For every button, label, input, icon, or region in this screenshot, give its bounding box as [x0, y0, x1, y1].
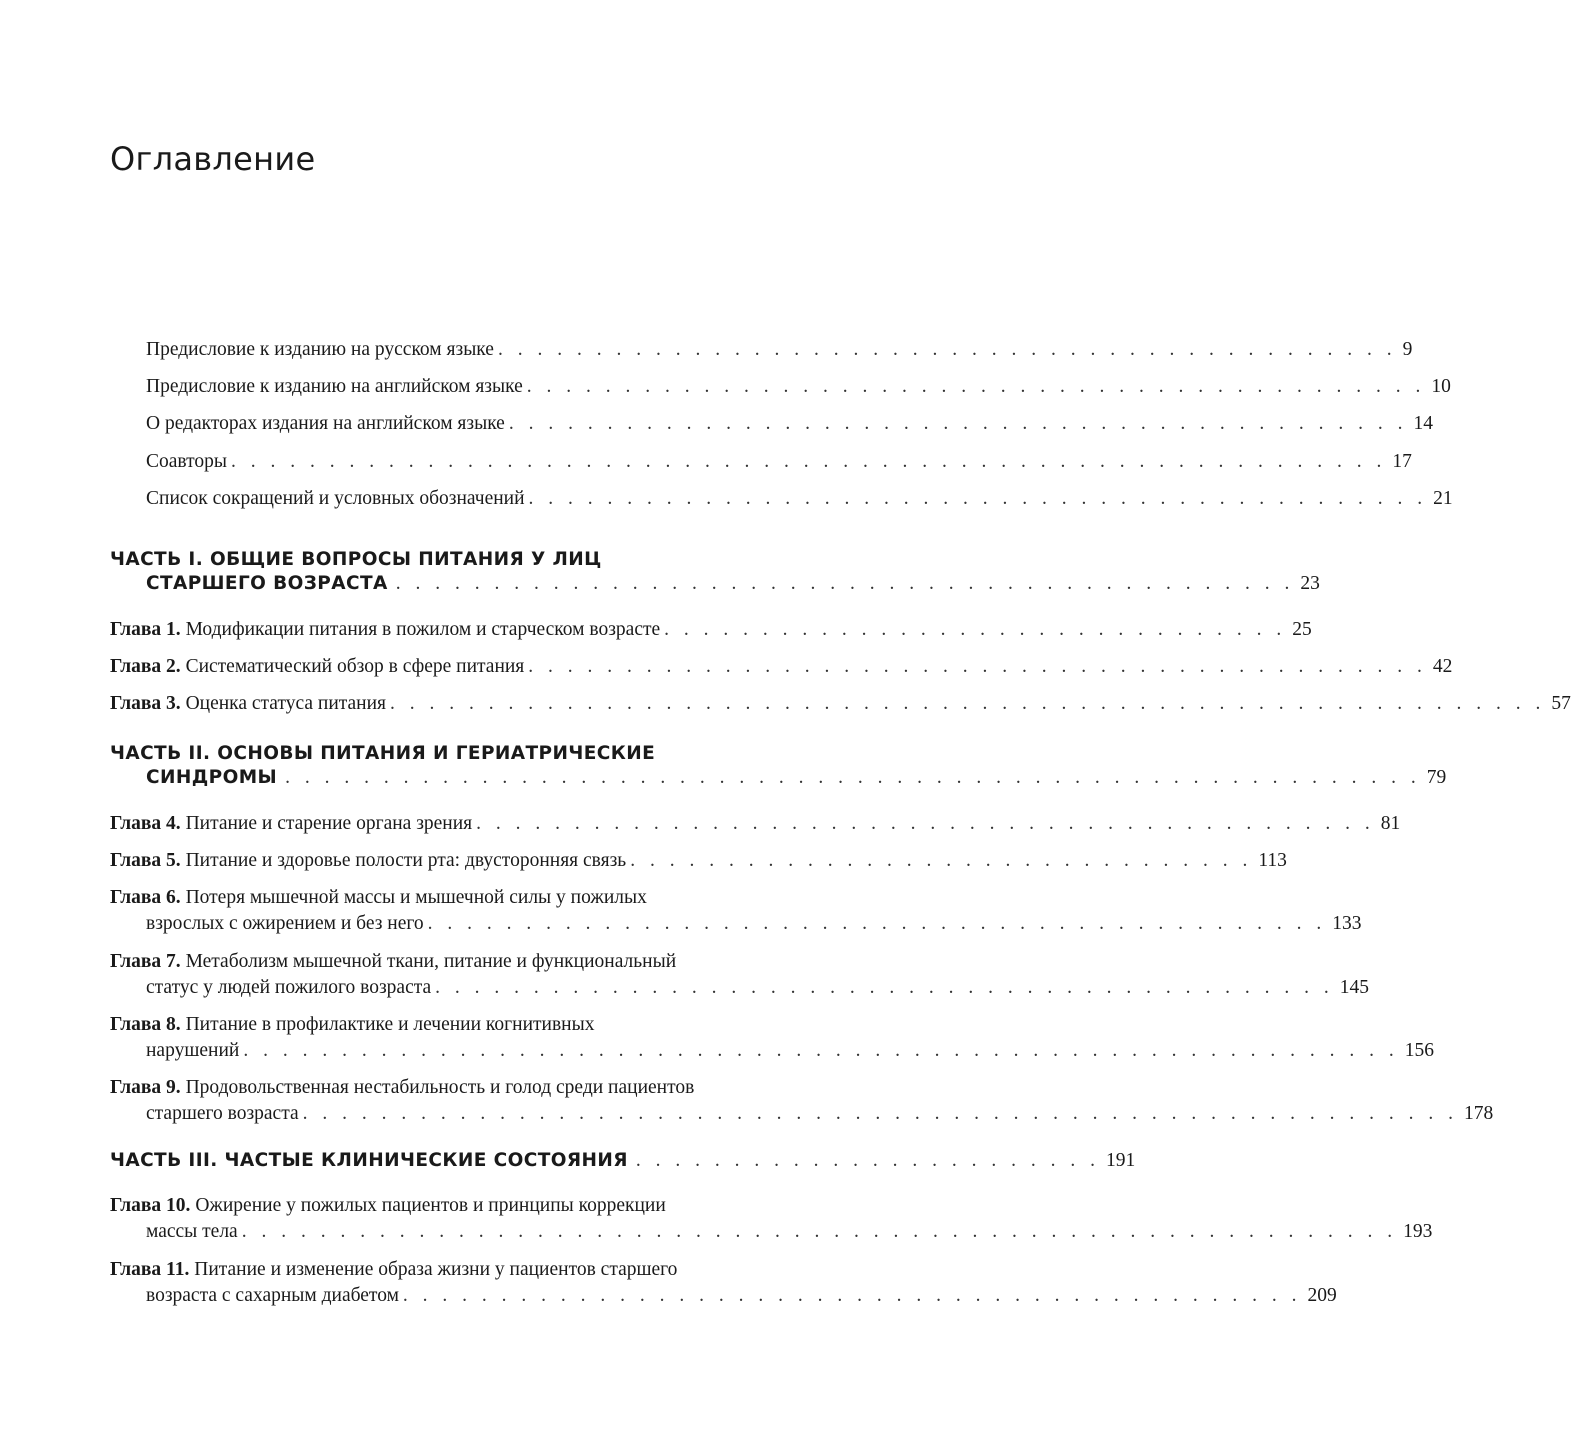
part-title-cont: СИНДРОМЫ: [146, 767, 278, 788]
toc-entry-chapter-4[interactable]: [110, 811, 1401, 837]
entry-page: 17: [1392, 451, 1412, 472]
entry-title: Оценка статуса питания: [185, 693, 387, 714]
part-title: ЧАСТЬ III. ЧАСТЫЕ КЛИНИЧЕСКИЕ СОСТОЯНИЯ: [110, 1150, 628, 1171]
entry-title: Питание в профилактике и лечении когнитивных: [185, 1014, 595, 1035]
entry-page: 25: [1292, 619, 1312, 640]
chapter-label: Глава 11.: [110, 1259, 190, 1280]
entry-page: 209: [1307, 1285, 1337, 1306]
entry-page: 193: [1403, 1221, 1433, 1242]
entry-title-cont: взрослых с ожирением и без него: [146, 913, 424, 934]
entry-title: Метаболизм мышечной ткани, питание и функциональный: [185, 951, 677, 972]
toc-entry-chapter-10[interactable]: [146, 1219, 1433, 1245]
entry-title: Продовольственная нестабильность и голод среди пациентов: [185, 1077, 695, 1098]
page-title: Оглавление: [110, 140, 316, 178]
chapter-label: Глава 3.: [110, 693, 181, 714]
entry-title: О редакторах издания на английском языке: [146, 413, 505, 434]
part-title-cont: СТАРШЕГО ВОЗРАСТА: [146, 573, 388, 594]
entry-page: 178: [1464, 1103, 1494, 1124]
toc-entry-chapter-8-line1[interactable]: [110, 1012, 594, 1038]
toc-entry-editors[interactable]: [146, 411, 1433, 437]
dot-leader: . . . . . . . . . . . . . . . . . . . . . . . . . . . . . . . . . . . . . . . . . . . . . .: [528, 488, 1428, 509]
entry-page: 9: [1402, 339, 1413, 360]
dot-leader: . . . . . . . . . . . . . . . . . . . . . . . . . . . . . . . . . . . . . . . . . . . . . .: [526, 376, 1426, 397]
toc-entry-preface-ru[interactable]: [146, 337, 1413, 363]
toc-entry-chapter-3[interactable]: [110, 691, 1571, 717]
toc-entry-chapter-1[interactable]: [110, 617, 1312, 643]
dot-leader: . . . . . . . . . . . . . . . . . . . . . . . . . . . . . . . . . . . . . . . . . . . . . .: [528, 656, 1427, 677]
entry-page: 23: [1300, 573, 1320, 594]
entry-title: Питание и изменение образа жизни у пациентов старшего: [194, 1259, 678, 1280]
entry-title: Питание и здоровье полости рта: двусторонняя связь: [185, 850, 627, 871]
toc-entry-part-3[interactable]: [110, 1150, 1136, 1172]
entry-title: Потеря мышечной массы и мышечной силы у пожилых: [185, 887, 647, 908]
dot-leader: . . . . . . . . . . . . . . . . . . . . . . . . . . . . . . . . . . . . . . . . . . . . . . . . . . . . . . . . . . .: [243, 1040, 1399, 1061]
entry-title-cont: статус у людей пожилого возраста: [146, 977, 432, 998]
dot-leader: . . . . . . . . . . . . . . . . . . . . . . . .: [635, 1150, 1101, 1171]
toc-entry-chapter-6-line1[interactable]: [110, 885, 647, 911]
dot-leader: . . . . . . . . . . . . . . . . . . . . . . . . . . . . . . . . . . . . . . . . . . . . . .: [435, 977, 1334, 998]
toc-entry-chapter-9-line1[interactable]: [110, 1075, 694, 1101]
entry-title: Систематический обзор в сфере питания: [185, 656, 525, 677]
toc-entry-chapter-7[interactable]: [146, 975, 1370, 1001]
part-2-title[interactable]: ЧАСТЬ II. ОСНОВЫ ПИТАНИЯ И ГЕРИАТРИЧЕСКИЕ: [110, 743, 656, 764]
entry-title: Предисловие к изданию на русском языке: [146, 339, 494, 360]
entry-page: 79: [1426, 767, 1447, 788]
toc-entry-chapter-5[interactable]: [110, 848, 1287, 874]
chapter-label: Глава 6.: [110, 887, 181, 908]
entry-page: 10: [1431, 376, 1451, 397]
entry-page: 14: [1413, 413, 1433, 434]
toc-entry-chapter-9[interactable]: [146, 1101, 1494, 1127]
entry-title: Соавторы: [146, 451, 227, 472]
part-1-title[interactable]: ЧАСТЬ I. ОБЩИЕ ВОПРОСЫ ПИТАНИЯ У ЛИЦ: [110, 549, 602, 570]
toc-entry-chapter-11-line1[interactable]: [110, 1257, 677, 1283]
dot-leader: . . . . . . . . . . . . . . . . . . . . . . . . . . . . . . . . . . . . . . . . . . . . . .: [476, 813, 1375, 834]
toc-entry-chapter-7-line1[interactable]: [110, 949, 676, 975]
chapter-label: Глава 1.: [110, 619, 181, 640]
toc-entry-chapter-2[interactable]: [110, 654, 1453, 680]
chapter-label: Глава 7.: [110, 951, 181, 972]
entry-page: 191: [1106, 1150, 1136, 1171]
toc-entry-coauthors[interactable]: [146, 449, 1412, 475]
entry-title: Питание и старение органа зрения: [185, 813, 473, 834]
entry-title-cont: старшего возраста: [146, 1103, 299, 1124]
entry-page: 42: [1432, 656, 1453, 677]
toc-entry-abbreviations[interactable]: [146, 486, 1453, 512]
toc-entry-chapter-6[interactable]: [146, 911, 1362, 937]
toc-entry-part-2[interactable]: [146, 767, 1447, 789]
chapter-label: Глава 2.: [110, 656, 181, 677]
dot-leader: . . . . . . . . . . . . . . . . . . . . . . . . . . . . . . . .: [664, 619, 1287, 640]
entry-title: Список сокращений и условных обозначений: [146, 488, 525, 509]
dot-leader: . . . . . . . . . . . . . . . . . . . . . . . . . . . . . . . . . . . . . . . . . . . . . .: [402, 1285, 1302, 1306]
toc-entry-part-1[interactable]: [146, 573, 1320, 595]
entry-page: 133: [1332, 913, 1362, 934]
chapter-label: Глава 5.: [110, 850, 181, 871]
chapter-label: Глава 8.: [110, 1014, 181, 1035]
chapter-label: Глава 10.: [110, 1195, 191, 1216]
entry-title-cont: нарушений: [146, 1040, 240, 1061]
entry-page: 156: [1404, 1040, 1434, 1061]
toc-entry-chapter-11[interactable]: [146, 1283, 1337, 1309]
dot-leader: . . . . . . . . . . . . . . . . . . . . . . . . . . . . . . . . . . . . . . . . . . . . . .: [427, 913, 1327, 934]
toc-entry-chapter-8[interactable]: [146, 1038, 1434, 1064]
entry-title: Модификации питания в пожилом и старческом возрасте: [185, 619, 661, 640]
toc-entry-chapter-10-line1[interactable]: [110, 1193, 666, 1219]
entry-title-cont: массы тела: [146, 1221, 238, 1242]
entry-page: 81: [1380, 813, 1401, 834]
dot-leader: . . . . . . . . . . . . . . . . . . . . . . . . . . . . . . . . . . . . . . . . . . . . . . . . . . . . . . . . . . .: [302, 1103, 1459, 1124]
entry-title: Предисловие к изданию на английском языке: [146, 376, 523, 397]
chapter-label: Глава 4.: [110, 813, 181, 834]
entry-title-cont: возраста с сахарным диабетом: [146, 1285, 399, 1306]
dot-leader: . . . . . . . . . . . . . . . . . . . . . . . . . . . . . . . . . . . . . . . . . . . . . .: [508, 413, 1408, 434]
dot-leader: . . . . . . . . . . . . . . . . . . . . . . . . . . . . . . . . . . . . . . . . . . . . . . . . . . . . . . . . . . .: [241, 1221, 1398, 1242]
dot-leader: . . . . . . . . . . . . . . . . . . . . . . . . . . . . . . . . . . . . . . . . . . . . . . . . . . . . . . . . . .: [285, 767, 1421, 788]
dot-leader: . . . . . . . . . . . . . . . . . . . . . . . . . . . . . . . . . . . . . . . . . . . . . .: [497, 339, 1397, 360]
dot-leader: . . . . . . . . . . . . . . . . . . . . . . . . . . . . . . . . . . . . . . . . . . . . . .: [395, 573, 1295, 594]
dot-leader: . . . . . . . . . . . . . . . . . . . . . . . . . . . . . . . .: [630, 850, 1253, 871]
dot-leader: . . . . . . . . . . . . . . . . . . . . . . . . . . . . . . . . . . . . . . . . . . . . . . . . . . . . . . . . . . .: [390, 693, 1546, 714]
chapter-label: Глава 9.: [110, 1077, 181, 1098]
entry-title: Ожирение у пожилых пациентов и принципы коррекции: [195, 1195, 666, 1216]
entry-page: 145: [1339, 977, 1370, 998]
entry-page: 113: [1258, 850, 1287, 871]
dot-leader: . . . . . . . . . . . . . . . . . . . . . . . . . . . . . . . . . . . . . . . . . . . . . . . . . . . . . . . . . . .: [231, 451, 1387, 472]
toc-entry-preface-en[interactable]: [146, 374, 1451, 400]
entry-page: 21: [1433, 488, 1453, 509]
entry-page: 57: [1551, 693, 1571, 714]
